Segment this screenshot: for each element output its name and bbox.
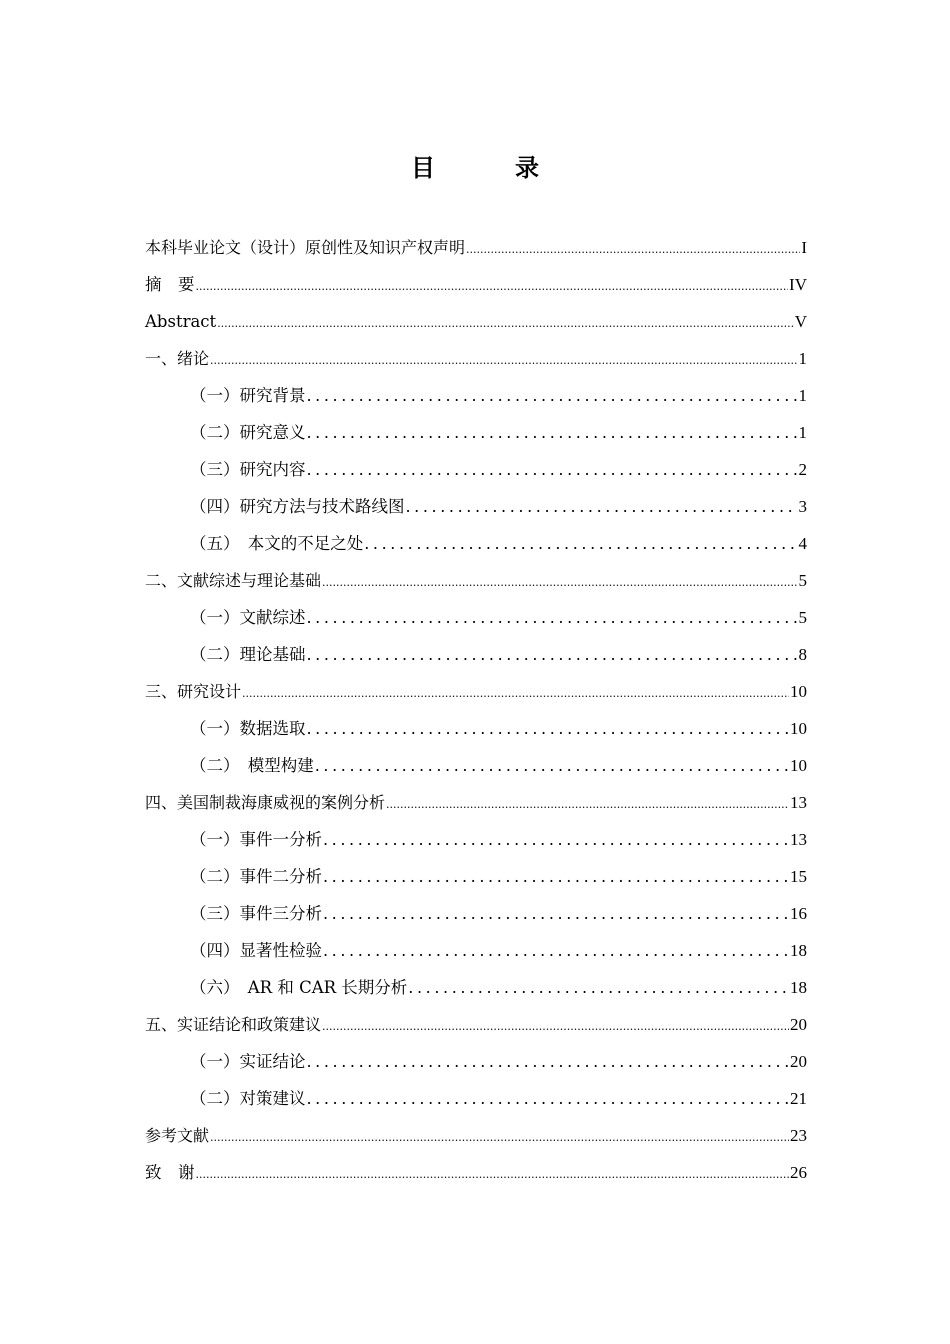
toc-entry[interactable] [145, 377, 807, 414]
toc-entry[interactable] [145, 895, 807, 932]
toc-entry-title: （三）研究内容 [190, 460, 306, 479]
toc-entry-title: （一）事件一分析 [190, 830, 322, 849]
toc-entry[interactable] [145, 229, 807, 266]
toc-entry[interactable] [145, 414, 807, 451]
toc-entry-title: （二）研究意义 [190, 423, 306, 442]
toc-page-number: 5 [798, 608, 807, 627]
toc-entry[interactable] [145, 562, 807, 599]
dot-leader [196, 268, 789, 305]
toc-page-number: 13 [790, 793, 807, 812]
toc-page-number: V [794, 312, 807, 331]
dot-leader [196, 1156, 790, 1193]
toc-entry[interactable] [145, 710, 807, 747]
toc-page-number: 10 [790, 756, 807, 775]
dot-leader [307, 599, 798, 636]
toc-entry-title: （一）文献综述 [190, 608, 306, 627]
dot-leader [408, 969, 789, 1006]
toc-page-number: 26 [790, 1163, 807, 1182]
toc-page-number: 16 [790, 904, 807, 923]
dot-leader [307, 1043, 790, 1080]
toc-page-number: I [801, 238, 807, 257]
toc-page-number: 8 [798, 645, 807, 664]
toc-page-number: 10 [790, 682, 807, 701]
page-title: 目 录 [411, 154, 567, 182]
toc-entry-title: （一）实证结论 [190, 1052, 306, 1071]
dot-leader [364, 525, 797, 562]
toc-entry-title: （一）研究背景 [190, 386, 306, 405]
toc-entry[interactable] [145, 636, 807, 673]
dot-leader [315, 747, 789, 784]
dot-leader [210, 1119, 789, 1156]
dot-leader [406, 488, 798, 525]
dot-leader [323, 895, 789, 932]
dot-leader [210, 342, 797, 379]
toc-entry-title: （一）数据选取 [190, 719, 306, 738]
toc-entry-title: （二）理论基础 [190, 645, 306, 664]
dot-leader [323, 858, 789, 895]
toc-entry-title: （六） AR 和 CAR 长期分析 [190, 978, 408, 997]
toc-entry-title: （四）研究方法与技术路线图 [190, 497, 405, 516]
toc-entry-title: （五） 本文的不足之处 [190, 534, 364, 553]
toc-page-number: 23 [790, 1126, 807, 1145]
toc-entry-title: （二）事件二分析 [190, 867, 322, 886]
dot-leader [323, 932, 789, 969]
toc-page-number: 2 [798, 460, 807, 479]
toc-page-number: 10 [790, 719, 807, 738]
dot-leader [307, 1080, 790, 1117]
toc-entry[interactable] [145, 858, 807, 895]
toc-entry-title: （二） 模型构建 [190, 756, 314, 775]
toc-entry[interactable] [145, 1006, 807, 1043]
toc-entry[interactable] [145, 451, 807, 488]
dot-leader [386, 786, 789, 823]
toc-entry[interactable] [145, 1043, 807, 1080]
toc-entry-title: 致 谢 [145, 1163, 195, 1182]
toc-entry-title: （三）事件三分析 [190, 904, 322, 923]
toc-page-number: 15 [790, 867, 807, 886]
dot-leader [323, 821, 789, 858]
toc-entry[interactable] [145, 747, 807, 784]
dot-leader [307, 451, 798, 488]
toc-page-number: IV [789, 275, 807, 294]
toc-page-number: 1 [798, 423, 807, 442]
dot-leader [466, 231, 800, 268]
toc-entry-title: 二、文献综述与理论基础 [145, 571, 322, 590]
toc-page-number: 18 [790, 978, 807, 997]
toc-page-number: 13 [790, 830, 807, 849]
toc-page-number: 18 [790, 941, 807, 960]
toc-entry-title: 一、绪论 [145, 349, 210, 368]
toc-entry-title: 五、实证结论和政策建议 [145, 1015, 322, 1034]
toc-page-number: 1 [798, 349, 807, 368]
toc-entry[interactable] [145, 303, 807, 340]
toc-page-number: 1 [798, 386, 807, 405]
toc-entry-title: Abstract [145, 312, 217, 331]
toc-entry-title: 四、美国制裁海康威视的案例分析 [145, 793, 386, 812]
toc-entry[interactable] [145, 266, 807, 303]
toc-entry[interactable] [145, 488, 807, 525]
toc-entry[interactable] [145, 1154, 807, 1191]
toc-entry[interactable] [145, 1117, 807, 1154]
toc-entry[interactable] [145, 525, 807, 562]
dot-leader [307, 636, 798, 673]
dot-leader [307, 377, 798, 414]
toc-entry[interactable] [145, 932, 807, 969]
toc-page-number: 21 [790, 1089, 807, 1108]
dot-leader [307, 710, 790, 747]
toc-page-number: 20 [790, 1052, 807, 1071]
dot-leader [322, 1008, 789, 1045]
toc-entry-title: 摘 要 [145, 275, 195, 294]
toc-entry[interactable] [145, 599, 807, 636]
toc-entry[interactable] [145, 969, 807, 1006]
toc-page-number: 20 [790, 1015, 807, 1034]
toc-entry-title: （四）显著性检验 [190, 941, 322, 960]
toc-entry-title: 本科毕业论文（设计）原创性及知识产权声明 [145, 238, 466, 257]
dot-leader [217, 305, 794, 342]
toc-entry[interactable] [145, 340, 807, 377]
dot-leader [307, 414, 798, 451]
toc-entry[interactable] [145, 673, 807, 710]
toc-entry-title: （二）对策建议 [190, 1089, 306, 1108]
toc-page-number: 4 [798, 534, 807, 553]
toc-entry[interactable] [145, 784, 807, 821]
dot-leader [242, 675, 789, 712]
dot-leader [322, 564, 797, 601]
toc-entry[interactable] [145, 1080, 807, 1117]
toc-page-number: 3 [798, 497, 807, 516]
table-of-contents [145, 229, 807, 1191]
toc-entry-title: 参考文献 [145, 1126, 210, 1145]
toc-entry-title: 三、研究设计 [145, 682, 242, 701]
toc-entry[interactable] [145, 821, 807, 858]
toc-page-number: 5 [798, 571, 807, 590]
